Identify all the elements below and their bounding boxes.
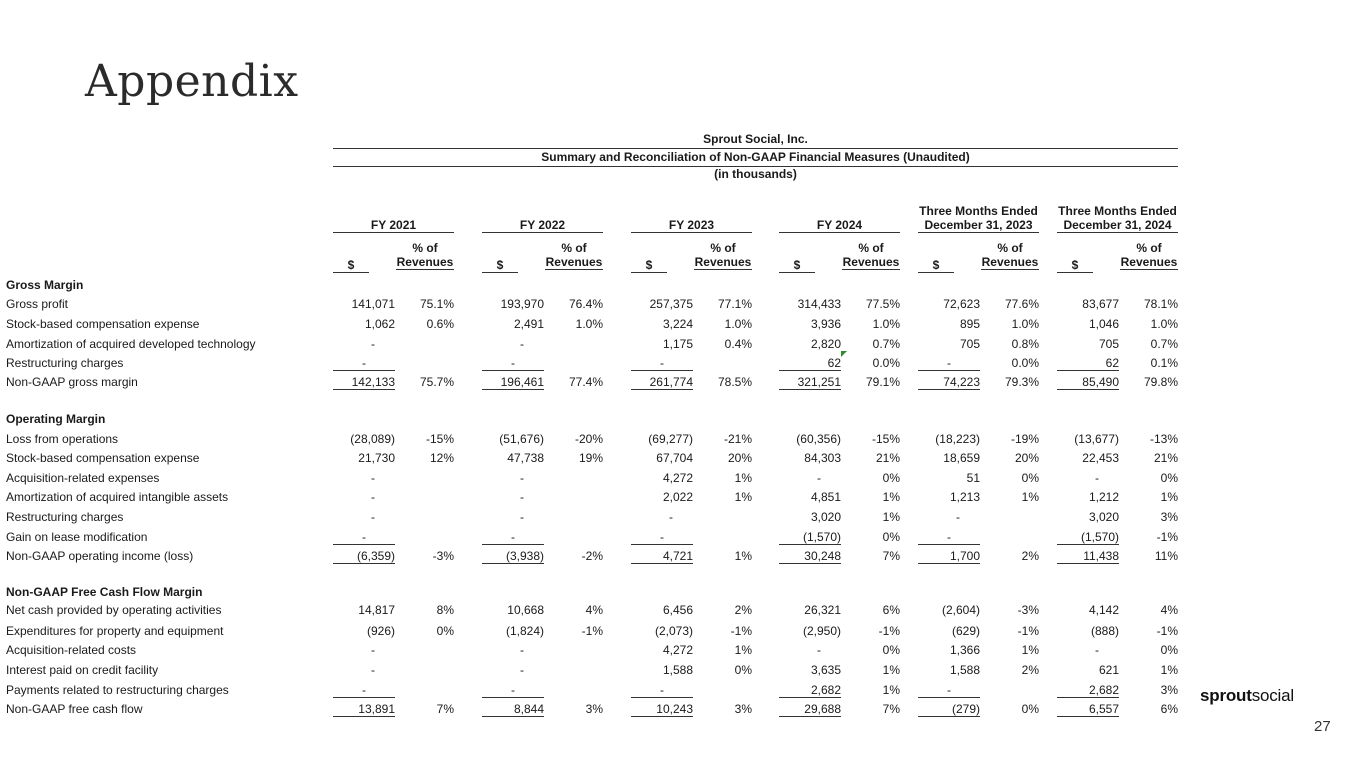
- dollar-value: (6,359): [333, 549, 395, 564]
- dollar-value: 74,223: [918, 375, 980, 390]
- dollar-value: 11,438: [1057, 549, 1119, 564]
- row-label: Amortization of acquired intangible assets: [6, 490, 229, 504]
- pct-value: 75.7%: [419, 375, 454, 389]
- pct-value: -1%: [1156, 624, 1178, 638]
- pct-value: 4%: [585, 603, 603, 617]
- dollar-subheader: $: [631, 258, 667, 273]
- pct-value: 20%: [727, 451, 752, 465]
- pct-value: -2%: [581, 549, 603, 563]
- dollar-value: -: [333, 356, 395, 371]
- dollar-value: (3,938): [482, 549, 544, 564]
- pct-value: 3%: [1160, 510, 1178, 524]
- dollar-value: 22,453: [1082, 451, 1119, 465]
- pct-value: 75.1%: [419, 297, 454, 311]
- dollar-value: 2,491: [513, 317, 544, 331]
- row-label: Payments related to restructuring charges: [6, 683, 229, 697]
- dollar-value: -: [918, 683, 980, 698]
- dollar-value: (1,570): [1057, 530, 1119, 545]
- pct-value: -1%: [1156, 530, 1178, 544]
- dollar-value: (926): [366, 624, 395, 638]
- pct-value: 0.7%: [872, 337, 900, 351]
- pct-value: -21%: [723, 432, 752, 446]
- pct-value: 12%: [429, 451, 454, 465]
- pct-value: 77.5%: [865, 297, 900, 311]
- pct-subheader-line1: % of: [561, 241, 587, 255]
- pct-value: 1%: [1021, 643, 1039, 657]
- pct-subheader: [842, 241, 900, 270]
- dollar-value: 21,730: [358, 451, 395, 465]
- pct-value: 2%: [1021, 663, 1039, 677]
- pct-value: 78.5%: [717, 375, 752, 389]
- pct-value: 79.3%: [1004, 375, 1039, 389]
- dollar-value: 4,721: [631, 549, 693, 564]
- dollar-value: -: [817, 471, 821, 485]
- row-label: Gain on lease modification: [6, 530, 148, 544]
- period-header-text: [817, 218, 862, 232]
- dollar-value: 14,817: [358, 603, 395, 617]
- dollar-value: 30,248: [779, 549, 841, 564]
- pct-value: 1%: [1160, 490, 1178, 504]
- period-line-1: Three Months Ended: [1058, 204, 1177, 218]
- dollar-value: 67,704: [656, 451, 693, 465]
- pct-subheader-line2: Revenues: [396, 255, 454, 269]
- dollar-value: 84,303: [804, 451, 841, 465]
- page-number: 27: [1314, 718, 1331, 735]
- row-label: Net cash provided by operating activities: [6, 603, 222, 617]
- dollar-value: -: [631, 356, 693, 371]
- pct-value: 0.7%: [1150, 337, 1178, 351]
- pct-value: 2%: [1021, 549, 1039, 563]
- dollar-value: (629): [951, 624, 980, 638]
- dollar-value: -: [817, 643, 821, 657]
- dollar-value: 29,688: [779, 702, 841, 717]
- pct-value: 1%: [882, 683, 900, 697]
- pct-subheader: [694, 241, 752, 270]
- section-heading: Gross Margin: [6, 278, 84, 292]
- pct-value: 7%: [436, 702, 454, 716]
- dollar-value: 261,774: [631, 375, 693, 390]
- pct-value: 6%: [1160, 702, 1178, 716]
- dollar-value: 1,175: [662, 337, 693, 351]
- pct-value: 0.1%: [1150, 356, 1178, 370]
- pct-value: 3%: [585, 702, 603, 716]
- period-header: [333, 200, 454, 233]
- pct-value: 1%: [734, 549, 752, 563]
- pct-value: -1%: [878, 624, 900, 638]
- pct-value: 1.0%: [872, 317, 900, 331]
- pct-value: 77.4%: [568, 375, 603, 389]
- dollar-value: -: [371, 490, 375, 504]
- company-name: Sprout Social, Inc.: [703, 132, 808, 146]
- dollar-value: 196,461: [482, 375, 544, 390]
- dollar-value: -: [631, 530, 693, 545]
- row-label: Non-GAAP gross margin: [6, 375, 138, 389]
- dollar-value: -: [631, 683, 693, 698]
- dollar-value: 4,851: [810, 490, 841, 504]
- dollar-value: 1,700: [918, 549, 980, 564]
- pct-value: 76.4%: [568, 297, 603, 311]
- pct-value: 78.1%: [1143, 297, 1178, 311]
- dollar-value: 6,557: [1057, 702, 1119, 717]
- pct-value: 3%: [1160, 683, 1178, 697]
- pct-value: 19%: [578, 451, 603, 465]
- dollar-value: -: [918, 356, 980, 371]
- section-heading: Operating Margin: [6, 412, 106, 426]
- dollar-value: -: [482, 530, 544, 545]
- pct-subheader-line1: % of: [997, 241, 1023, 255]
- period-line-2: FY 2023: [668, 218, 715, 232]
- pct-subheader-line2: Revenues: [694, 255, 752, 269]
- dollar-value: 2,682: [779, 683, 841, 698]
- table-subtitle: Summary and Reconciliation of Non-GAAP Financial Measures (Unaudited): [541, 150, 970, 164]
- row-label: Gross profit: [6, 297, 69, 311]
- dollar-value: 47,738: [507, 451, 544, 465]
- dollar-value: 193,970: [500, 297, 544, 311]
- period-header: [918, 200, 1039, 233]
- dollar-value: -: [371, 510, 375, 524]
- pct-value: 0%: [1021, 471, 1039, 485]
- period-header: [1057, 200, 1178, 233]
- dollar-value: 2,022: [662, 490, 693, 504]
- dollar-value: (18,223): [935, 432, 980, 446]
- dollar-value: -: [371, 337, 375, 351]
- pct-value: 1.0%: [575, 317, 603, 331]
- row-label: Non-GAAP operating income (loss): [6, 549, 194, 563]
- dollar-value: 72,623: [943, 297, 980, 311]
- pct-value: -15%: [425, 432, 454, 446]
- pct-subheader-line1: % of: [1136, 241, 1162, 255]
- dollar-value: 895: [959, 317, 980, 331]
- dollar-value: -: [956, 510, 960, 524]
- pct-subheader: [545, 241, 603, 270]
- pct-value: 2%: [734, 603, 752, 617]
- pct-subheader-line1: % of: [858, 241, 884, 255]
- dollar-value: (2,073): [654, 624, 693, 638]
- pct-value: 0%: [436, 624, 454, 638]
- dollar-value: -: [520, 471, 524, 485]
- dollar-value: -: [371, 471, 375, 485]
- pct-value: -3%: [432, 549, 454, 563]
- pct-value: 4%: [1160, 603, 1178, 617]
- dollar-value: 4,142: [1088, 603, 1119, 617]
- dollar-subheader: $: [779, 258, 815, 273]
- pct-value: 1.0%: [1011, 317, 1039, 331]
- dollar-value: (69,277): [648, 432, 693, 446]
- dollar-value: -: [371, 643, 375, 657]
- dollar-value: 85,490: [1057, 375, 1119, 390]
- dollar-subheader: $: [482, 258, 518, 273]
- pct-subheader-line2: Revenues: [1120, 255, 1178, 269]
- dollar-value: (13,677): [1074, 432, 1119, 446]
- dollar-value: (2,950): [802, 624, 841, 638]
- dollar-value: 4,272: [662, 643, 693, 657]
- pct-value: 1%: [882, 510, 900, 524]
- pct-value: 7%: [882, 702, 900, 716]
- dollar-value: (28,089): [350, 432, 395, 446]
- section-heading: Non-GAAP Free Cash Flow Margin: [6, 585, 203, 599]
- dollar-value: 1,213: [949, 490, 980, 504]
- period-line-2: December 31, 2023: [924, 218, 1033, 232]
- pct-value: 0%: [734, 663, 752, 677]
- period-line-2: FY 2022: [519, 218, 566, 232]
- dollar-value: (51,676): [499, 432, 544, 446]
- pct-value: -1%: [581, 624, 603, 638]
- dollar-value: 705: [959, 337, 980, 351]
- dollar-value: -: [918, 530, 980, 545]
- pct-value: 1.0%: [724, 317, 752, 331]
- dollar-value: 142,133: [333, 375, 395, 390]
- period-header: [482, 200, 603, 233]
- dollar-subheader: $: [1057, 258, 1093, 273]
- pct-value: 1%: [734, 490, 752, 504]
- period-header: [631, 200, 752, 233]
- pct-value: 0%: [1160, 643, 1178, 657]
- dollar-value: 4,272: [662, 471, 693, 485]
- dollar-value: -: [669, 510, 673, 524]
- dollar-value: -: [520, 663, 524, 677]
- pct-value: 20%: [1014, 451, 1039, 465]
- row-label: Stock-based compensation expense: [6, 451, 200, 465]
- dollar-subheader: $: [918, 258, 954, 273]
- dollar-value: 62: [779, 356, 841, 371]
- period-line-2: FY 2024: [816, 218, 863, 232]
- dollar-value: 2,820: [810, 337, 841, 351]
- pct-value: 0%: [1021, 702, 1039, 716]
- dollar-value: 3,936: [810, 317, 841, 331]
- row-label: Restructuring charges: [6, 510, 124, 524]
- dollar-value: 141,071: [351, 297, 395, 311]
- dollar-value: 3,635: [810, 663, 841, 677]
- dollar-value: (1,570): [779, 530, 841, 545]
- dollar-value: -: [1095, 643, 1099, 657]
- dollar-value: 10,668: [507, 603, 544, 617]
- dollar-value: 10,243: [631, 702, 693, 717]
- pct-value: 0.8%: [1011, 337, 1039, 351]
- dollar-value: -: [520, 337, 524, 351]
- dollar-value: 321,251: [779, 375, 841, 390]
- period-line-2: FY 2021: [370, 218, 417, 232]
- row-label: Stock-based compensation expense: [6, 317, 200, 331]
- dollar-value: -: [333, 683, 395, 698]
- pct-value: -1%: [730, 624, 752, 638]
- pct-value: -13%: [1149, 432, 1178, 446]
- dollar-value: 18,659: [943, 451, 980, 465]
- dollar-value: 1,366: [949, 643, 980, 657]
- dollar-value: (1,824): [505, 624, 544, 638]
- pct-subheader-line2: Revenues: [842, 255, 900, 269]
- sproutsocial-logo: sproutsocial: [1200, 686, 1294, 705]
- dollar-value: -: [520, 490, 524, 504]
- pct-value: 79.8%: [1143, 375, 1178, 389]
- dollar-value: 26,321: [804, 603, 841, 617]
- pct-value: 11%: [1154, 549, 1178, 563]
- period-header-text: [520, 218, 565, 232]
- row-label: Acquisition-related costs: [6, 643, 137, 657]
- pct-value: 7%: [882, 549, 900, 563]
- table-units: (in thousands): [714, 167, 797, 181]
- dollar-value: (60,356): [796, 432, 841, 446]
- pct-value: 6%: [882, 603, 900, 617]
- dollar-value: 621: [1098, 663, 1119, 677]
- pct-subheader-line2: Revenues: [545, 255, 603, 269]
- page-title: Appendix: [85, 56, 299, 107]
- dollar-value: 1,588: [662, 663, 693, 677]
- dollar-value: 1,062: [364, 317, 395, 331]
- pct-value: -15%: [871, 432, 900, 446]
- dollar-value: 51: [966, 471, 980, 485]
- pct-subheader-line1: % of: [412, 241, 438, 255]
- dollar-value: -: [333, 530, 395, 545]
- pct-value: 21%: [875, 451, 900, 465]
- pct-value: 1%: [882, 663, 900, 677]
- pct-value: 3%: [734, 702, 752, 716]
- row-label: Loss from operations: [6, 432, 119, 446]
- pct-value: 1%: [1160, 663, 1178, 677]
- pct-value: 0%: [882, 530, 900, 544]
- row-label: Interest paid on credit facility: [6, 663, 159, 677]
- period-line-1: Three Months Ended: [919, 204, 1038, 218]
- pct-subheader-line2: Revenues: [981, 255, 1039, 269]
- period-header: [779, 200, 900, 233]
- dollar-value: (2,604): [941, 603, 980, 617]
- dollar-value: 2,682: [1057, 683, 1119, 698]
- dollar-value: 1,588: [949, 663, 980, 677]
- dollar-value: 13,891: [333, 702, 395, 717]
- row-label: Restructuring charges: [6, 356, 124, 370]
- pct-value: 0%: [882, 471, 900, 485]
- dollar-value: 257,375: [649, 297, 693, 311]
- period-line-2: December 31, 2024: [1063, 218, 1172, 232]
- pct-value: -19%: [1010, 432, 1039, 446]
- dollar-value: 3,020: [1088, 510, 1119, 524]
- header-rule-top: [333, 148, 1178, 149]
- dollar-value: -: [520, 643, 524, 657]
- period-header-text: [1058, 204, 1177, 232]
- row-label: Non-GAAP free cash flow: [6, 702, 143, 716]
- row-label: Expenditures for property and equipment: [6, 624, 224, 638]
- pct-value: -3%: [1017, 603, 1039, 617]
- pct-value: 1%: [1021, 490, 1039, 504]
- pct-value: 0.6%: [426, 317, 454, 331]
- pct-value: -20%: [574, 432, 603, 446]
- pct-subheader: [1120, 241, 1178, 270]
- pct-value: 1%: [734, 643, 752, 657]
- period-header-text: [371, 218, 416, 232]
- dollar-value: 705: [1098, 337, 1119, 351]
- dollar-value: 3,020: [810, 510, 841, 524]
- pct-subheader-line1: % of: [710, 241, 736, 255]
- dollar-value: 83,677: [1082, 297, 1119, 311]
- pct-value: 77.6%: [1004, 297, 1039, 311]
- dollar-value: 314,433: [797, 297, 841, 311]
- pct-value: 77.1%: [717, 297, 752, 311]
- pct-value: 79.1%: [865, 375, 900, 389]
- dollar-value: 3,224: [662, 317, 693, 331]
- pct-value: 0.0%: [872, 356, 900, 370]
- dollar-value: -: [482, 683, 544, 698]
- dollar-value: -: [1095, 471, 1099, 485]
- excel-comment-flag: [841, 351, 847, 357]
- dollar-value: (888): [1090, 624, 1119, 638]
- pct-subheader: [396, 241, 454, 270]
- dollar-value: 1,046: [1088, 317, 1119, 331]
- pct-value: -1%: [1017, 624, 1039, 638]
- dollar-value: 62: [1057, 356, 1119, 371]
- dollar-value: 1,212: [1088, 490, 1119, 504]
- dollar-subheader: $: [333, 258, 369, 273]
- pct-value: 8%: [436, 603, 454, 617]
- pct-value: 0.4%: [724, 337, 752, 351]
- period-header-text: [919, 204, 1038, 232]
- pct-value: 1%: [734, 471, 752, 485]
- dollar-value: -: [371, 663, 375, 677]
- pct-value: 1.0%: [1150, 317, 1178, 331]
- dollar-value: 6,456: [662, 603, 693, 617]
- pct-value: 0%: [1160, 471, 1178, 485]
- pct-value: 0%: [882, 643, 900, 657]
- dollar-value: 8,844: [482, 702, 544, 717]
- dollar-value: -: [520, 510, 524, 524]
- pct-value: 0.0%: [1011, 356, 1039, 370]
- dollar-value: (279): [918, 702, 980, 717]
- pct-value: 21%: [1153, 451, 1178, 465]
- dollar-value: -: [482, 356, 544, 371]
- period-header-text: [669, 218, 714, 232]
- row-label: Amortization of acquired developed technology: [6, 337, 256, 351]
- pct-value: 1%: [882, 490, 900, 504]
- pct-subheader: [981, 241, 1039, 270]
- row-label: Acquisition-related expenses: [6, 471, 160, 485]
